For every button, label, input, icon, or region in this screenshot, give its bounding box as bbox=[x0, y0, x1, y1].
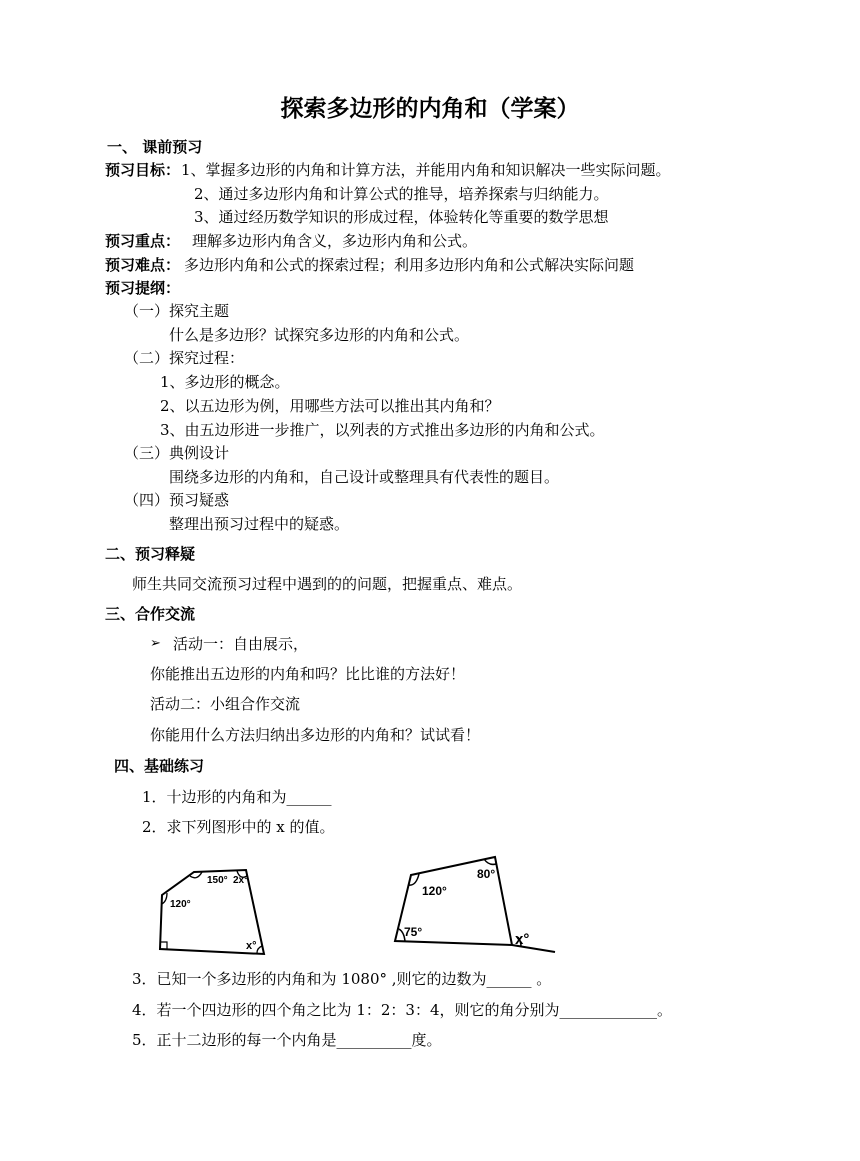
figure-2-label-d: x° bbox=[515, 931, 530, 948]
outline-process-heading: （二）探究过程： bbox=[124, 349, 245, 367]
figure-2-label-a: 80° bbox=[477, 867, 496, 881]
outline-example-text: 围绕多边形的内角和，自己设计或整理具有代表性的题目。 bbox=[169, 468, 560, 486]
activity-1-question: 你能推出五边形的内角和吗？比比谁的方法好！ bbox=[150, 665, 466, 683]
section-heading-preview: 一、 课前预习 bbox=[107, 138, 203, 156]
outline-process-2: 2、以五边形为例，用哪些方法可以推出其内角和？ bbox=[160, 397, 500, 415]
key-label: 预习重点： bbox=[105, 232, 181, 250]
key-text: 理解多边形内角含义，多边形内角和公式。 bbox=[192, 232, 478, 250]
outline-doubt-heading: （四）预习疑惑 bbox=[124, 491, 230, 509]
goal-2: 2、通过多边形内角和计算公式的推导，培养探索与归纳能力。 bbox=[194, 185, 609, 203]
outline-label: 预习提纲： bbox=[105, 279, 181, 297]
outline-example-heading: （三）典例设计 bbox=[124, 444, 230, 462]
section-heading-exercises: 四、基础练习 bbox=[114, 757, 205, 775]
outline-process-3: 3、由五边形进一步推广，以列表的方式推出多边形的内角和公式。 bbox=[160, 421, 605, 439]
activity-2-question: 你能用什么方法归纳出多边形的内角和？试试看！ bbox=[150, 726, 481, 744]
clarify-text: 师生共同交流预习过程中遇到的的问题，把握重点、难点。 bbox=[132, 575, 523, 593]
goal-1: 1、掌握多边形的内角和计算方法，并能用内角和知识解决一些实际问题。 bbox=[181, 161, 671, 179]
figure-1-label-d: x° bbox=[246, 940, 257, 952]
quadrilateral-figure-1 bbox=[150, 850, 275, 960]
difficulty-text: 多边形内角和公式的探索过程；利用多边形内角和公式解决实际问题 bbox=[184, 256, 635, 274]
figure-1-label-a: 150° bbox=[207, 875, 228, 886]
outline-process-1: 1、多边形的概念。 bbox=[160, 373, 290, 391]
figure-2-label-b: 120° bbox=[422, 884, 447, 898]
activity-1: 活动一：自由展示， bbox=[173, 635, 309, 653]
section-heading-clarify: 二、预习释疑 bbox=[105, 545, 196, 563]
section-heading-cooperate: 三、合作交流 bbox=[105, 605, 196, 623]
question-3: 3．已知一个多边形的内角和为 1080° ,则它的边数为______ 。 bbox=[132, 970, 552, 988]
arrow-bullet-icon: ➢ bbox=[150, 636, 161, 651]
question-1: 1．十边形的内角和为______ bbox=[142, 788, 332, 806]
activity-2: 活动二：小组合作交流 bbox=[150, 695, 301, 713]
figure-1-label-b: 2x° bbox=[233, 875, 249, 886]
outline-topic-text: 什么是多边形？试探究多边形的内角和公式。 bbox=[169, 326, 470, 344]
quadrilateral-figure-2 bbox=[385, 848, 565, 960]
outline-doubt-text: 整理出预习过程中的疑惑。 bbox=[169, 515, 350, 533]
goal-3: 3、通过经历数学知识的形成过程，体验转化等重要的数学思想 bbox=[194, 208, 609, 226]
figure-1-arc-d bbox=[257, 946, 262, 953]
question-5: 5．正十二边形的每一个内角是__________度。 bbox=[132, 1031, 442, 1049]
goal-label: 预习目标： bbox=[105, 161, 181, 179]
question-2: 2．求下列图形中的 x 的值。 bbox=[142, 818, 335, 836]
question-4: 4．若一个四边形的四个角之比为 1：2：3：4，则它的角分别为_____________。 bbox=[132, 1001, 672, 1019]
difficulty-label: 预习难点： bbox=[105, 256, 181, 274]
figure-2-label-c: 75° bbox=[404, 925, 423, 939]
page-title: 探索多边形的内角和（学案） bbox=[280, 96, 580, 122]
outline-topic-heading: （一）探究主题 bbox=[124, 302, 230, 320]
figure-1-label-c: 120° bbox=[170, 899, 191, 910]
